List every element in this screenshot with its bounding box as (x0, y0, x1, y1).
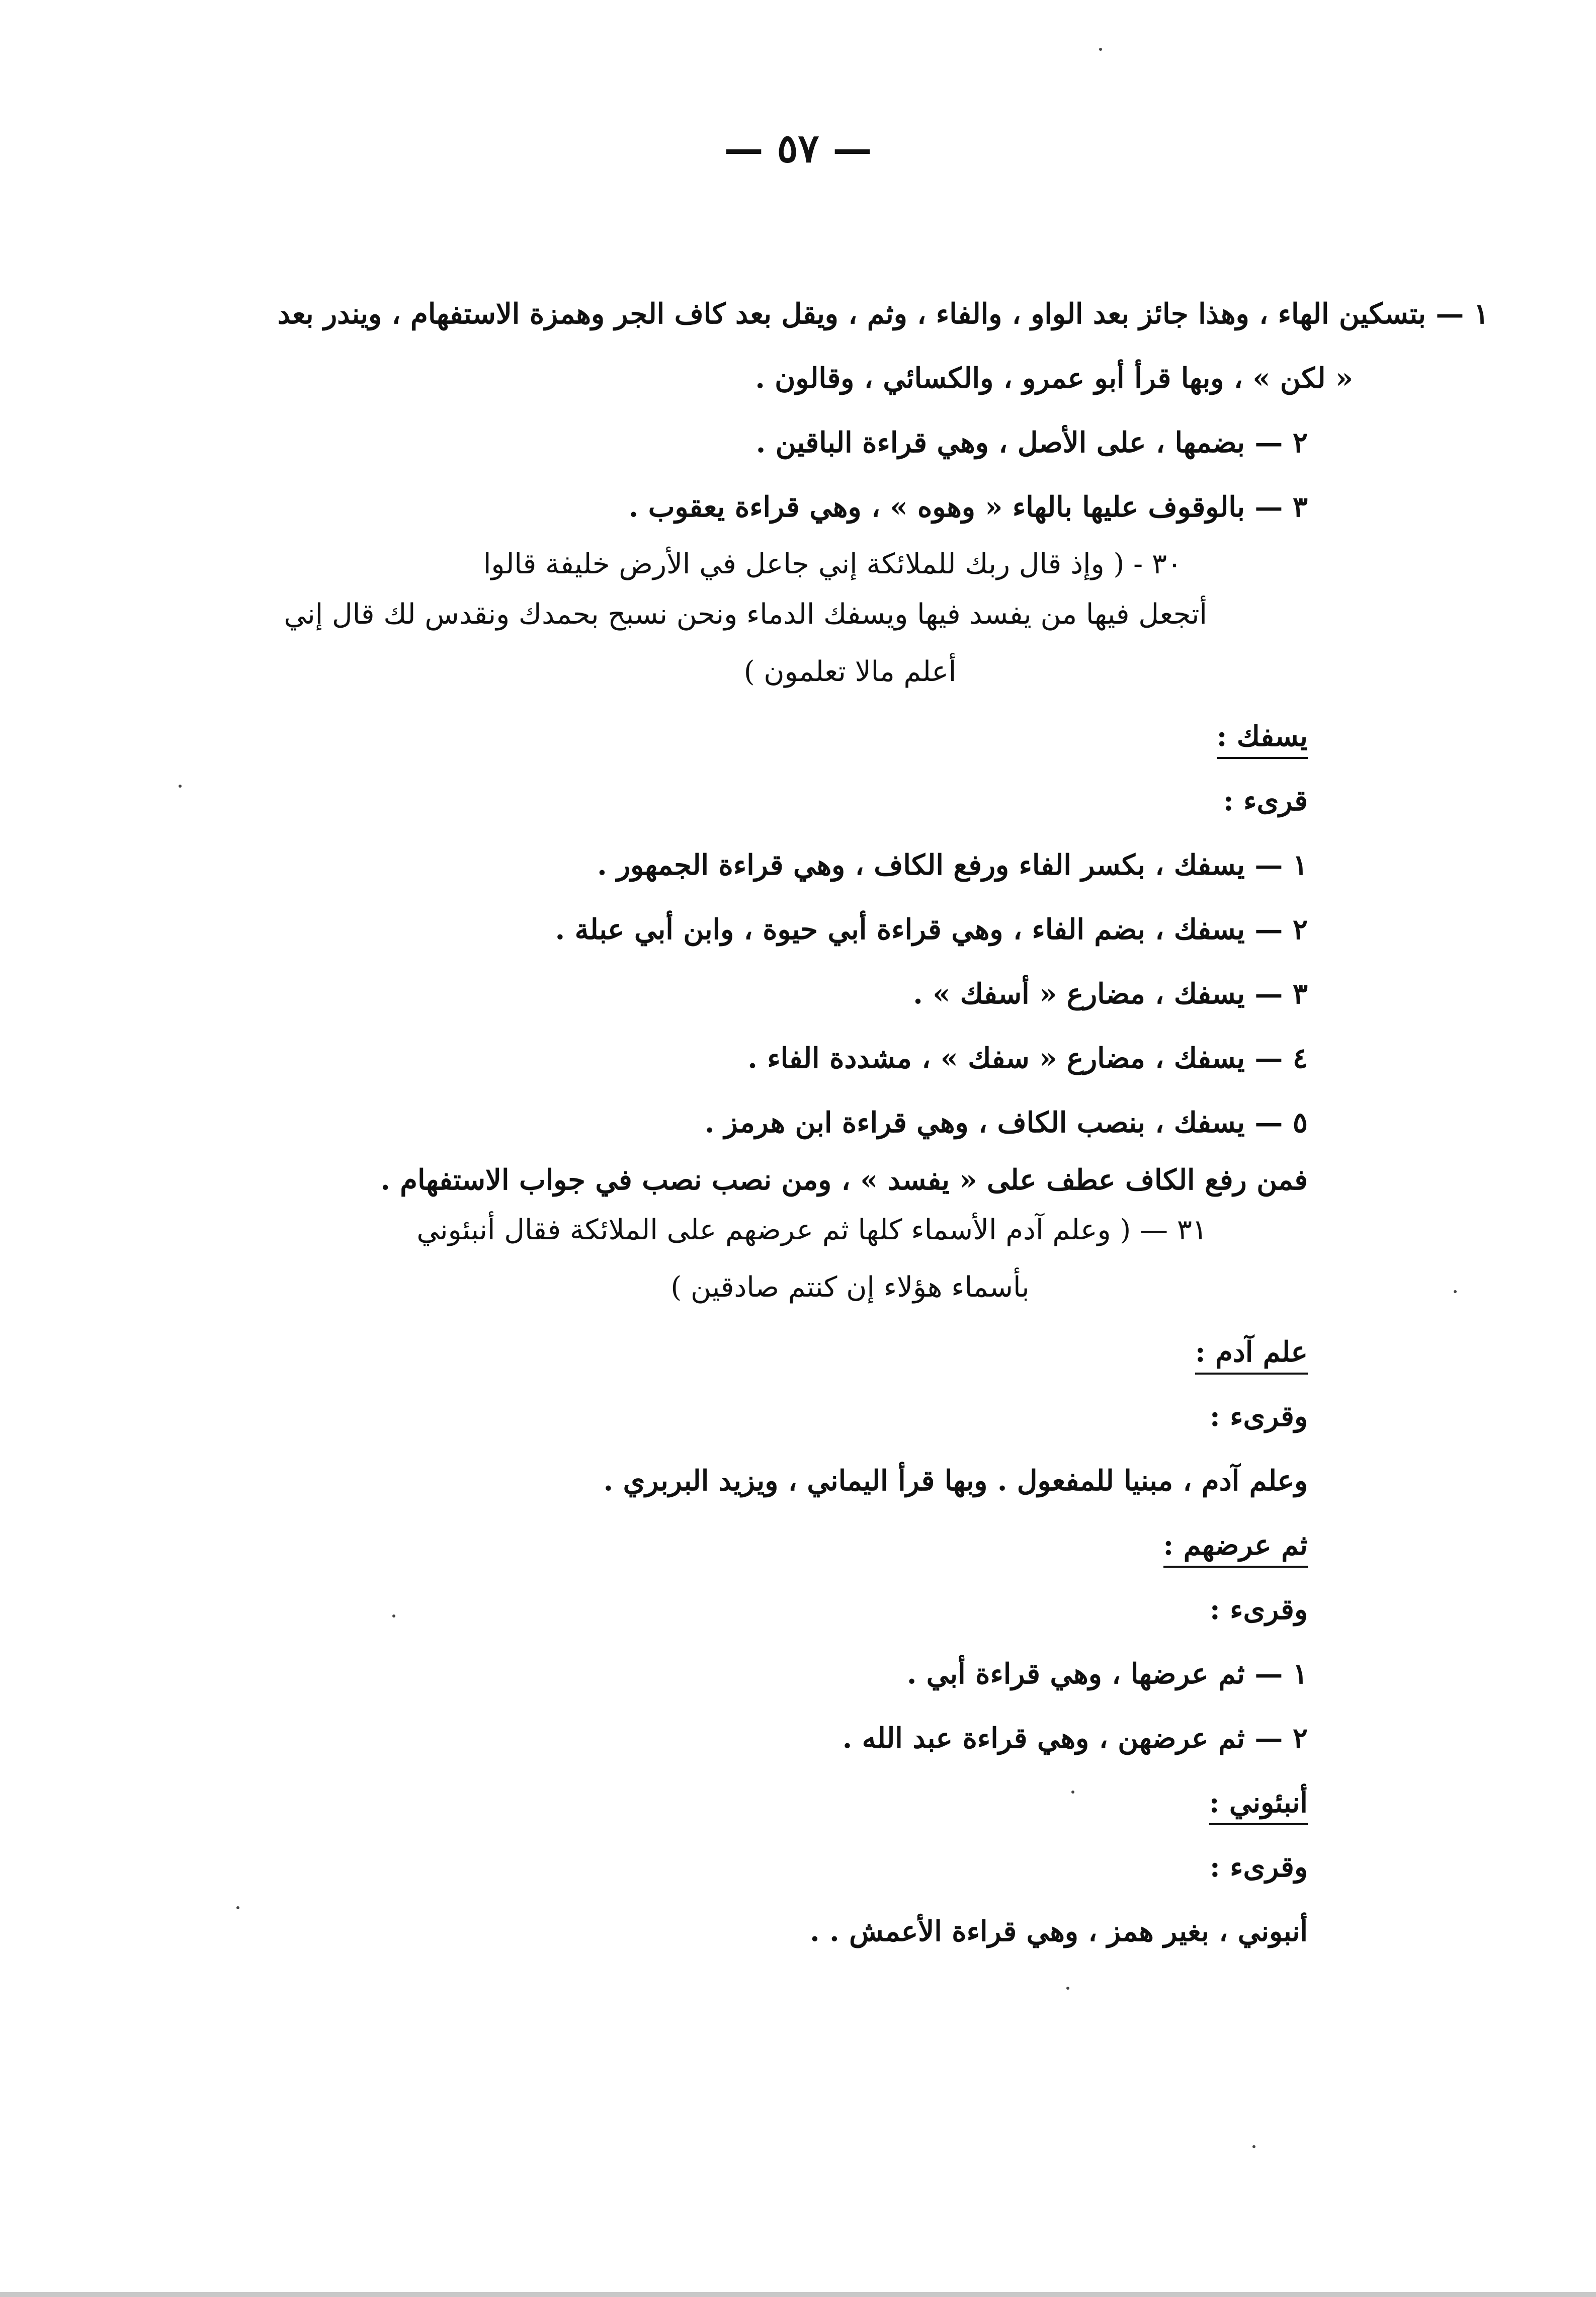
reading-item: ٤ — يسفك ، مضارع « سفك » ، مشددة الفاء . (747, 1042, 1308, 1075)
qurina-label: وقرىء : (1209, 1400, 1308, 1433)
verse-line: ٣١ — ( وعلم آدم الأسماء كلها ثم عرضهم على الملائكة فقال أنبئوني (416, 1214, 1207, 1246)
scan-speck (1099, 48, 1102, 51)
section-heading-line (241, 1513, 1308, 1577)
reading-item: أنبوني ، بغير همز ، وهي قراءة الأعمش . . (810, 1915, 1308, 1948)
reading-item: ١ — ثم عرضها ، وهي قراءة أبي . (906, 1657, 1308, 1690)
reading-item: ٢ — يسفك ، بضم الفاء ، وهي قراءة أبي حيوة ، وابن أبي عبلة . (555, 913, 1308, 946)
note-line: فمن رفع الكاف عطف على « يفسد » ، ومن نصب نصب في جواب الاستفهام . (380, 1163, 1308, 1197)
qurina-label: قرىء : (1223, 784, 1308, 817)
scan-speck (1066, 1987, 1069, 1990)
page-body (241, 282, 1489, 1964)
scan-speck (179, 785, 182, 788)
page-number: — ٥٧ — (724, 126, 872, 172)
text-line: ٣ — بالوقوف عليها بالهاء « وهوه » ، وهي قراءة يعقوب . (628, 490, 1308, 524)
verse-line: أعلم مالا تعلمون ) (743, 655, 957, 688)
section-heading: يسفك : (1217, 719, 1308, 759)
section-heading-line (241, 1770, 1308, 1835)
scan-speck (236, 1906, 239, 1909)
scan-speck (1071, 1791, 1074, 1794)
section-heading: ثم عرضهم : (1163, 1527, 1308, 1568)
section-heading: علم آدم : (1195, 1334, 1308, 1375)
text-line: ١ — بتسكين الهاء ، وهذا جائز بعد الواو ، والفاء ، وثم ، ويقل بعد كاف الجر وهمزة الاستفهام ، ويندر بعد (277, 297, 1489, 330)
reading-item: ١ — يسفك ، بكسر الفاء ورفع الكاف ، وهي قراءة الجمهور . (597, 848, 1308, 882)
qurina-label: وقرىء : (1209, 1593, 1308, 1626)
reading-item: وعلم آدم ، مبنيا للمفعول . وبها قرأ اليماني ، ويزيد البربري . (603, 1464, 1308, 1497)
section-heading-line (241, 704, 1308, 769)
scan-bottom-edge (0, 2292, 1596, 2297)
section-heading-line (241, 1320, 1308, 1384)
verse-line: ٣٠ - ( وإذ قال ربك للملائكة إني جاعل في الأرض خليفة قالوا (483, 548, 1182, 580)
verse-line: بأسماء هؤلاء إن كنتم صادقين ) (670, 1271, 1030, 1304)
qurina-label: وقرىء : (1209, 1850, 1308, 1884)
section-heading: أنبئوني : (1209, 1785, 1308, 1825)
scan-speck (1252, 2145, 1255, 2148)
reading-item: ٥ — يسفك ، بنصب الكاف ، وهي قراءة ابن هرمز . (704, 1106, 1308, 1139)
scan-speck (1454, 1290, 1457, 1293)
verse-line: أتجعل فيها من يفسد فيها ويسفك الدماء ونحن نسبح بحمدك ونقدس لك قال إني (284, 598, 1207, 631)
scan-speck (392, 1614, 395, 1618)
reading-item: ٣ — يسفك ، مضارع « أسفك » . (913, 977, 1308, 1010)
reading-item: ٢ — ثم عرضهن ، وهي قراءة عبد الله . (842, 1722, 1308, 1755)
text-line: ٢ — بضمها ، على الأصل ، وهي قراءة الباقين . (755, 426, 1308, 459)
text-line: « لكن » ، وبها قرأ أبو عمرو ، والكسائي ، وقالون . (755, 362, 1353, 395)
